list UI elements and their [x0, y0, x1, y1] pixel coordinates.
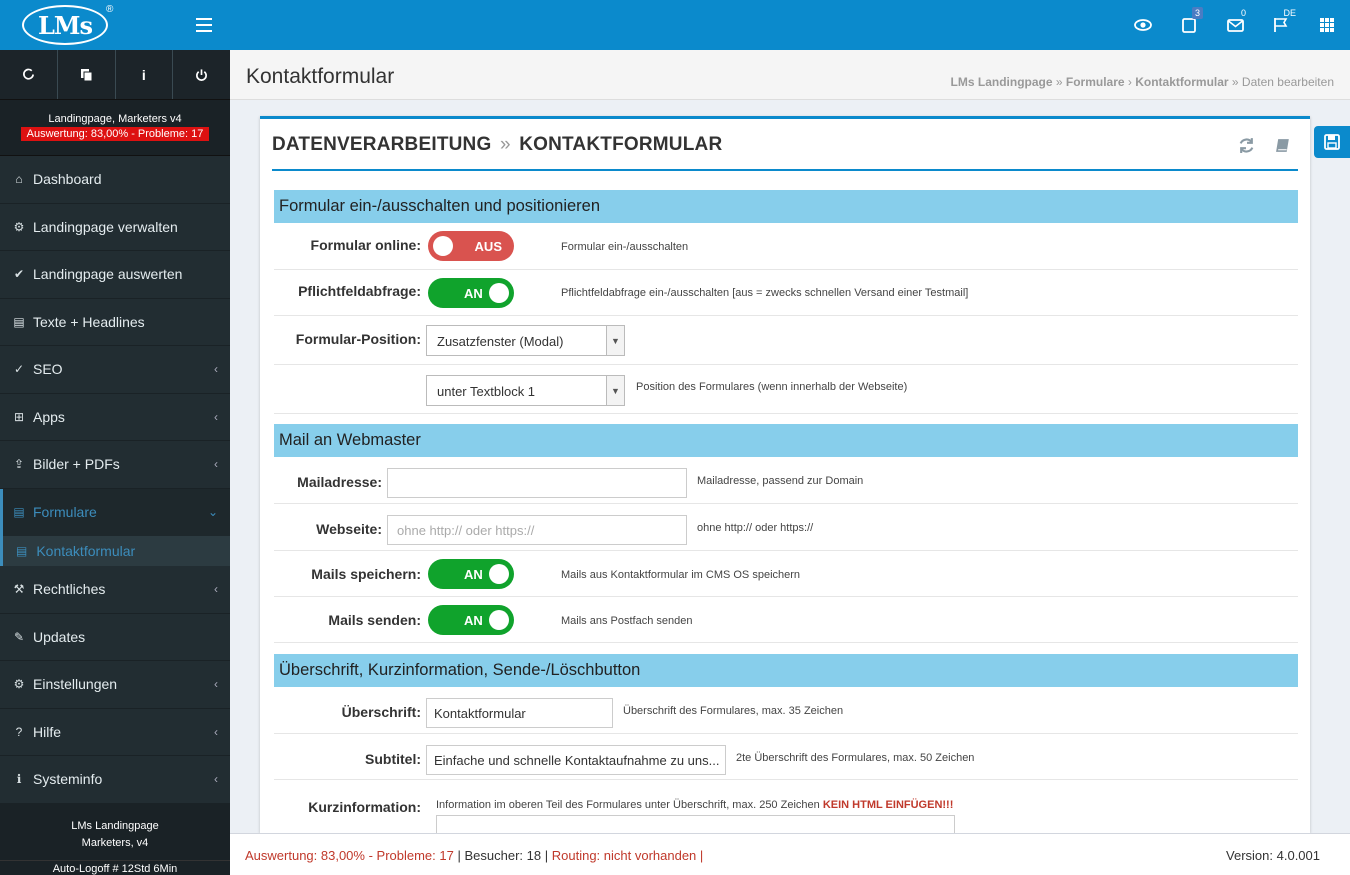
row-subtitel	[274, 734, 1298, 780]
save-button[interactable]	[1314, 126, 1350, 158]
sidebar-item-rechtliches[interactable]	[0, 566, 230, 614]
save-mails-toggle[interactable]	[428, 559, 514, 589]
save-mails-label: Mails speichern:	[311, 566, 421, 582]
sidebar-item-label: Landingpage verwalten	[33, 218, 178, 235]
sidebar-item-label: Systeminfo	[33, 771, 103, 788]
sidebar-item-systeminfo[interactable]	[0, 756, 230, 804]
file-icon: ▤	[13, 314, 25, 329]
copy-icon[interactable]	[58, 50, 116, 99]
footer-status	[245, 848, 703, 863]
page-title: Kontaktformular	[246, 65, 395, 88]
heading-help: Überschrift des Formulares, max. 35 Zeichen	[623, 705, 844, 717]
sidebar-item-landingpage-auswerten[interactable]	[0, 251, 230, 299]
tasks-badge: 3	[1192, 7, 1203, 19]
section-header-formular: Formular ein-/ausschalten und positionieren	[274, 190, 1298, 223]
save-mails-help: Mails aus Kontaktformular im CMS OS speichern	[561, 569, 801, 581]
box-title	[272, 134, 1298, 156]
info-warning: KEIN HTML EINFÜGEN!!!	[822, 799, 954, 811]
gavel-icon: ⚒	[13, 582, 25, 597]
chevron-down-icon: ▼	[606, 376, 624, 405]
sidebar-item-label: Hilfe	[33, 723, 62, 740]
sidebar-item-einstellungen[interactable]	[0, 661, 230, 709]
footer-app-name: LMs Landingpage	[71, 820, 159, 832]
top-navbar	[0, 0, 1350, 50]
info-textarea[interactable]	[436, 815, 955, 833]
project-name: Landingpage, Marketers v4	[48, 113, 182, 125]
section-header-ueberschrift: Überschrift, Kurzinformation, Sende-/Löschbutton	[274, 654, 1298, 687]
breadcrumb-item[interactable]: LMs Landingpage	[950, 75, 1053, 89]
chevron-left-icon: ‹	[214, 582, 218, 597]
box-title-part2: KONTAKTFORMULAR	[519, 134, 723, 155]
sidebar-item-label: Einstellungen	[33, 676, 118, 693]
chevron-left-icon: ‹	[214, 457, 218, 472]
refresh-icon[interactable]	[1238, 137, 1255, 159]
info-help	[436, 799, 953, 811]
sidebar-item-label: Formulare	[33, 504, 97, 521]
sidebar-item-updates[interactable]	[0, 614, 230, 662]
heading-label: Überschrift:	[341, 704, 421, 720]
toggle-knob	[433, 236, 453, 256]
pflicht-help: Pflichtfeldabfrage ein-/ausschalten [aus = zwecks schnellen Versand einer Testmail]	[561, 287, 969, 299]
box-tools	[1238, 137, 1292, 159]
content-header	[230, 50, 1350, 100]
send-mails-label: Mails senden:	[328, 612, 421, 628]
top-icons	[1120, 0, 1350, 50]
row-webseite	[274, 504, 1298, 551]
sidebar-item-landingpage-verwalten[interactable]	[0, 204, 230, 252]
toggle-state: AN	[464, 612, 483, 628]
mail-help: Mailadresse, passend zur Domain	[697, 475, 864, 487]
online-help: Formular ein-/ausschalten	[561, 241, 689, 253]
file-text-icon: ▤	[13, 505, 25, 520]
row-formular-online	[274, 223, 1298, 270]
toggle-state: AN	[464, 566, 483, 582]
position-select-value: Zusatzfenster (Modal)	[437, 334, 564, 349]
toggle-knob	[489, 610, 509, 630]
chevron-left-icon: ‹	[214, 677, 218, 692]
sidebar-item-apps[interactable]	[0, 394, 230, 442]
chevron-left-icon: ‹	[214, 362, 218, 377]
registered-mark: ®	[106, 4, 114, 15]
position-label: Formular-Position:	[295, 331, 421, 347]
cogs-icon: ⚙	[13, 677, 25, 692]
send-mails-toggle[interactable]	[428, 605, 514, 635]
sitemap-icon: ⊞	[13, 409, 25, 424]
sidebar-toolbar	[0, 50, 230, 100]
web-help: ohne http:// oder https://	[697, 522, 814, 534]
save-icon	[1324, 134, 1340, 150]
toggle-knob	[489, 283, 509, 303]
sidebar	[0, 50, 230, 875]
flag-icon[interactable]	[1258, 0, 1304, 50]
check-icon: ✓	[13, 362, 25, 377]
eye-icon[interactable]	[1120, 0, 1166, 50]
auto-logoff-info	[0, 860, 230, 875]
mail-badge: 0	[1240, 8, 1246, 18]
auto-logoff-text: Auto-Logoff # 12Std 6Min	[52, 863, 178, 875]
section-header-mail: Mail an Webmaster	[274, 424, 1298, 457]
footer-routing: Routing: nicht vorhanden |	[551, 848, 704, 863]
online-label: Formular online:	[310, 237, 421, 253]
pflicht-label: Pflichtfeldabfrage:	[298, 283, 421, 299]
form-box	[260, 116, 1310, 833]
row-mails-speichern	[274, 551, 1298, 597]
chevron-down-icon: ⌄	[207, 505, 218, 520]
sidebar-item-label: Texte + Headlines	[33, 313, 145, 330]
toggle-state: AUS	[474, 238, 502, 254]
sidebar-item-bilder-pdfs[interactable]	[0, 441, 230, 489]
footer-app-version: Marketers, v4	[81, 837, 149, 849]
box-title-part1: DATENVERARBEITUNG	[272, 134, 492, 155]
chevron-down-icon: ▼	[606, 326, 624, 355]
language-badge: DE	[1283, 8, 1296, 18]
position2-select[interactable]	[426, 375, 625, 406]
book-icon[interactable]	[1275, 137, 1292, 159]
gear-icon: ⚙	[13, 219, 25, 234]
info-icon[interactable]: i	[116, 50, 174, 99]
position2-help: Position des Formulares (wenn innerhalb der Webseite)	[636, 381, 908, 393]
subtitle-input[interactable]: Einfache und schnelle Kontaktaufnahme zu uns...	[426, 745, 726, 775]
main-footer	[230, 833, 1350, 875]
footer-evaluation[interactable]: Auswertung: 83,00% - Probleme: 17	[245, 848, 454, 863]
apps-grid-icon[interactable]	[1304, 0, 1350, 50]
row-mails-senden	[274, 597, 1298, 643]
row-ueberschrift	[274, 687, 1298, 734]
sidebar-toggle-button[interactable]	[196, 14, 212, 34]
heading-input[interactable]: Kontaktformular	[426, 698, 613, 728]
evaluation-alert[interactable]: Auswertung: 83,00% - Probleme: 17	[21, 127, 210, 141]
tasks-icon[interactable]	[1166, 0, 1212, 50]
power-icon[interactable]	[173, 50, 230, 99]
sidebar-item-label: Landingpage auswerten	[33, 266, 183, 283]
position-select[interactable]	[426, 325, 625, 356]
row-mailadresse	[274, 457, 1298, 504]
sidebar-item-seo[interactable]	[0, 346, 230, 394]
toggle-state: AN	[464, 285, 483, 301]
info-icon: ℹ	[16, 772, 22, 787]
row-position-2	[274, 365, 1298, 414]
send-mails-help: Mails ans Postfach senden	[561, 615, 693, 627]
breadcrumb-item[interactable]: Formulare	[1065, 75, 1125, 89]
row-kurzinformation	[274, 780, 1298, 833]
position2-select-value: unter Textblock 1	[437, 384, 536, 399]
sidebar-item-label: SEO	[33, 361, 63, 378]
row-position	[274, 316, 1298, 365]
breadcrumb: LMs Landingpage » Formulare › Kontaktformular » Daten bearbeiten	[950, 75, 1334, 89]
web-input[interactable]: ohne http:// oder https://	[387, 515, 687, 545]
sidebar-item-label: Rechtliches	[33, 581, 106, 598]
project-info	[0, 100, 230, 156]
breadcrumb-current: Daten bearbeiten	[1241, 75, 1334, 89]
mail-label: Mailadresse:	[297, 474, 382, 490]
sidebar-item-hilfe[interactable]	[0, 709, 230, 757]
info-help-text: Information im oberen Teil des Formulares unter Überschrift, max. 250 Zeichen	[436, 799, 820, 811]
sidebar-item-label: Dashboard	[33, 171, 102, 188]
subtitle-label: Subtitel:	[365, 751, 421, 767]
sidebar-item-texte-headlines[interactable]	[0, 299, 230, 347]
breadcrumb-item[interactable]: Kontaktformular	[1135, 75, 1229, 89]
wrench-icon: ✎	[13, 629, 25, 644]
sidebar-item-formulare[interactable]	[0, 489, 230, 537]
home-icon: ⌂	[15, 172, 23, 187]
footer-separator: |	[544, 848, 549, 863]
chevron-left-icon: ‹	[214, 409, 218, 424]
mail-icon[interactable]	[1212, 0, 1258, 50]
check-circle-icon: ✔	[13, 267, 25, 282]
box-title-separator: »	[499, 134, 511, 155]
footer-separator: |	[457, 848, 461, 863]
footer-visitors: Besucher: 18	[464, 848, 542, 863]
pflicht-toggle[interactable]	[428, 278, 514, 308]
refresh-icon[interactable]	[0, 50, 58, 99]
subtitle-help: 2te Überschrift des Formulares, max. 50 Zeichen	[736, 752, 975, 764]
toggle-knob	[489, 564, 509, 584]
chevron-left-icon: ‹	[214, 772, 218, 787]
web-label: Webseite:	[316, 521, 382, 537]
mail-input[interactable]	[387, 468, 687, 498]
sidebar-item-label: Updates	[33, 628, 86, 645]
chevron-left-icon: ‹	[214, 724, 218, 739]
box-header	[272, 134, 1298, 171]
upload-icon: ⇪	[13, 457, 25, 472]
file-text-icon: ▤	[16, 544, 28, 558]
sidebar-subitem-kontaktformular[interactable]	[0, 536, 230, 566]
sidebar-item-dashboard[interactable]	[0, 156, 230, 204]
sidebar-item-label: Apps	[33, 408, 65, 425]
footer-version: Version: 4.0.001	[1226, 848, 1320, 863]
sidebar-subitem-label: Kontaktformular	[36, 543, 136, 559]
question-icon: ?	[15, 724, 23, 739]
info-label: Kurzinformation:	[308, 799, 421, 815]
row-pflichtfeld	[274, 270, 1298, 316]
sidebar-item-label: Bilder + PDFs	[33, 456, 120, 473]
logo-text: LMs	[22, 5, 108, 45]
online-toggle[interactable]	[428, 231, 514, 261]
